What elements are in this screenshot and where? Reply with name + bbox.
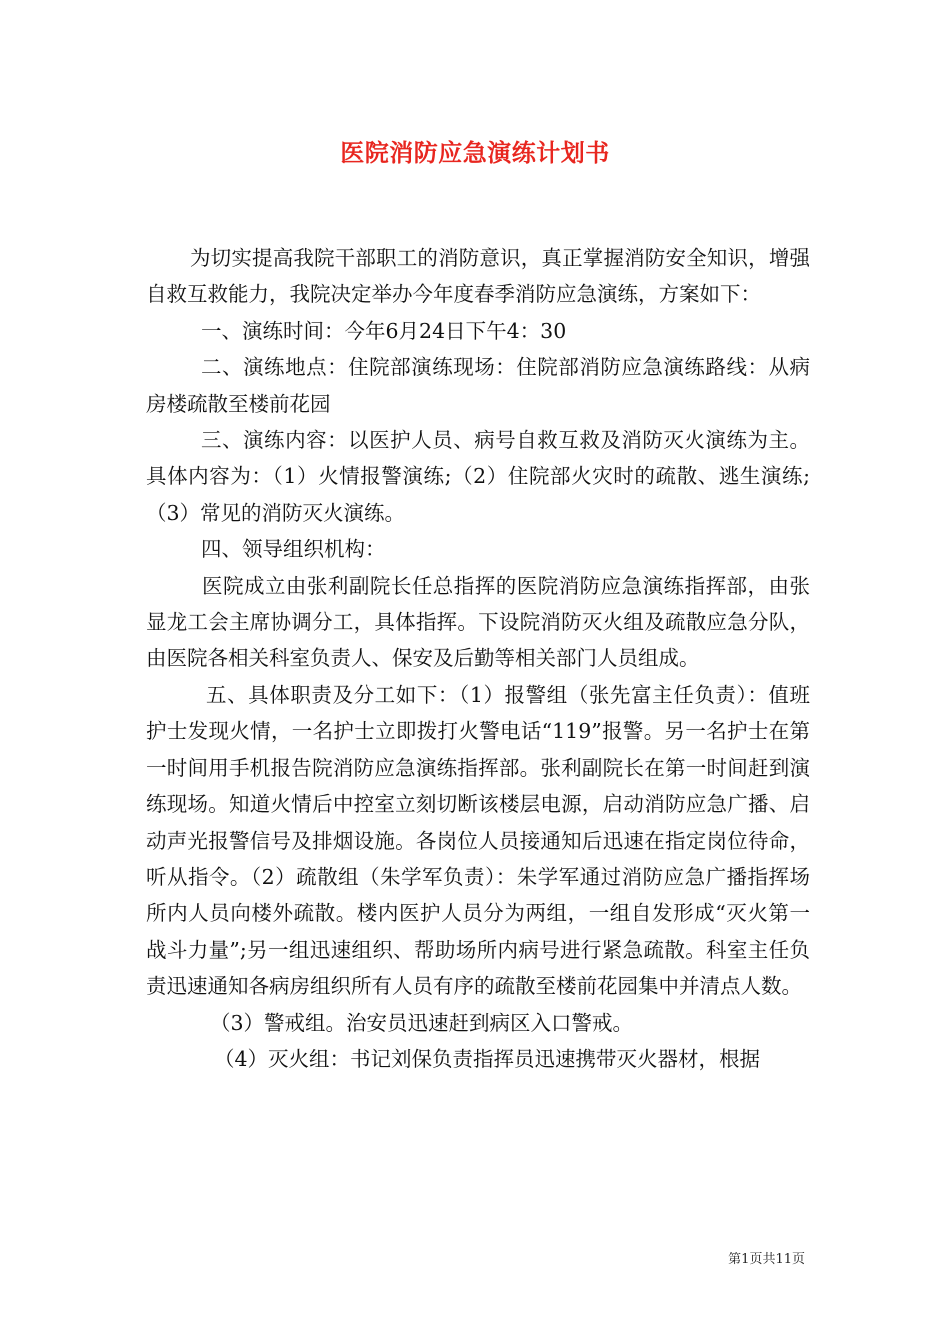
paragraph-time: 一、演练时间：今年6月24日下午4：30 xyxy=(201,318,567,343)
paragraph-guard-group: （3）警戒组。治安员迅速赶到病区入口警戒。 xyxy=(210,1010,634,1035)
paragraph-content: 三、演练内容：以医护人员、病号自救互救及消防灭火演练为主。具体内容为：（1）火情报警演练;（2）住院部火灾时的疏散、逃生演练;（3）常见的消防灭火演练。 xyxy=(146,428,810,525)
paragraph-intro: 为切实提高我院干部职工的消防意识，真正掌握消防安全知识，增强自救互救能力，我院决定举办今年度春季消防应急演练，方案如下： xyxy=(146,246,810,307)
paragraph-location: 二、演练地点：住院部演练现场：住院部消防应急演练路线：从病房楼疏散至楼前花园 xyxy=(146,355,810,416)
document-title: 医院消防应急演练计划书 xyxy=(340,138,610,167)
paragraph-duties: 五、具体职责及分工如下：（1）报警组（张先富主任负责）：值班护士发现火情，一名护士立即拨打火警电话“119”报警。另一名护士在第一时间用手机报告院消防应急演练指挥部。张利副院长在第一时间赶到演练现场。知道火情后中控室立刻切断该楼层电源，启动消防应急广播、启动声光报警信号及排烟设施。各岗位人员接通知后迅速在指定岗位待命，听从指令。（2）疏散组（朱学军负责）：朱学军通过消防应急广播指挥场所内人员向楼外疏散。楼内医护人员分为两组，一组自发形成“灭火第一战斗力量”;另一组迅速组织、帮助场所内病号进行紧急疏散。科室主任负责迅速通知各病房组织所有人员有序的疏散至楼前花园集中并清点人数。 xyxy=(146,682,810,999)
paragraph-organization-heading: 四、领导组织机构： xyxy=(201,537,386,562)
document-body xyxy=(146,240,810,1077)
paragraph-firefighting-group: （4）灭火组：书记刘保负责指挥员迅速携带灭火器材，根据 xyxy=(214,1046,761,1071)
paragraph-organization: 医院成立由张利副院长任总指挥的医院消防应急演练指挥部，由张显龙工会主席协调分工，具体指挥。下设院消防灭火组及疏散应急分队，由医院各相关科室负责人、保安及后勤等相关部门人员组成。 xyxy=(146,573,810,671)
page-number: 第1页共11页 xyxy=(728,1252,805,1267)
